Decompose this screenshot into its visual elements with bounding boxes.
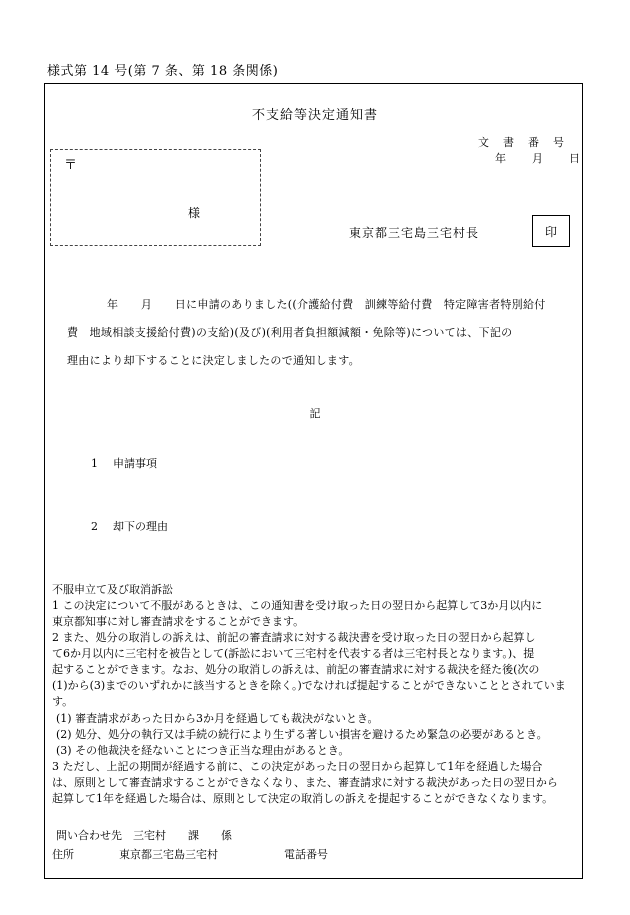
postal-mark: 〒 [64, 158, 78, 173]
appeal-heading: 不服申立て及び取消訴訟 [52, 583, 173, 596]
appeal-line: は、原則として審査請求することができなくなり、また、審査請求に対する裁決があった日の翌日から [52, 776, 558, 789]
item-label: 申請事項 [113, 457, 157, 470]
item-label: 却下の理由 [113, 520, 168, 533]
document-number-label: 文書番号 [478, 136, 578, 149]
appeal-subitem: (3) その他裁決を経ないことにつき正当な理由があるとき。 [56, 744, 350, 757]
issuer-name: 東京都三宅島三宅村長 [349, 226, 480, 240]
appeal-line: 1 この決定について不服があるときは、この通知書を受け取った日の翌日から起算して3か月以内に [52, 599, 543, 612]
appeal-line: 東京都知事に対し審査請求をすることができます。 [52, 615, 305, 628]
document-title: 不支給等決定通知書 [251, 108, 378, 123]
body-line-3: 理由により却下することに決定しましたので通知します。 [67, 354, 360, 367]
contact-address-label: 住所 [52, 848, 74, 861]
appeal-line: す。 [52, 695, 74, 708]
seal-text: 印 [544, 224, 557, 239]
body-line-2: 費 地域相談支援給付費)の支給)(及び)(利用者負担額減額・免除等)については、下記の [67, 326, 513, 339]
appeal-line: 起算して1年を経過した場合は、原則として決定の取消しの訴えを提起することができなくなります。 [52, 792, 554, 805]
appeal-line: 3 ただし、上記の期間が経過する前に、この決定があった日の翌日から起算して1年を経過した場合 [52, 760, 543, 773]
body-line-1: 年 月 日に申請のありました((介護給付費 訓練等給付費 特定障害者特別給付 [107, 298, 546, 311]
item-number: 2 [91, 520, 98, 533]
appeal-line: (1)から(3)までのいずれかに該当するときを除く。)でなければ提起することができないこととされていま [52, 679, 566, 692]
date-line [469, 150, 580, 166]
item-reason [91, 518, 168, 534]
item-number: 1 [91, 457, 98, 470]
appeal-line: 2 また、処分の取消しの訴えは、前記の審査請求に対する裁決書を受け取った日の翌日から起算し [52, 631, 536, 644]
appeal-subitem: (2) 処分、処分の執行又は手続の続行により生ずる著しい損害を避けるため緊急の必要があるとき。 [56, 728, 548, 741]
appeal-line: て6か月以内に三宅村を被告として(訴訟において三宅村を代表する者は三宅村長となります。)、提 [52, 647, 535, 660]
date-day: 日 [569, 152, 580, 165]
contact-inquiry: 問い合わせ先 三宅村 課 係 [56, 829, 232, 842]
date-year: 年 [495, 152, 506, 165]
date-month: 月 [532, 152, 543, 165]
recipient-address-box [50, 149, 261, 246]
form-number: 様式第 14 号(第 7 条、第 18 条関係) [47, 64, 279, 79]
ki-heading: 記 [309, 407, 321, 420]
seal-box [532, 215, 570, 247]
appeal-subitem: (1) 審査請求があった日から3か月を経過しても裁決がないとき。 [56, 712, 379, 725]
item-application [91, 455, 157, 471]
contact-phone-label: 電話番号 [284, 848, 328, 861]
recipient-suffix: 様 [188, 206, 201, 220]
contact-address: 東京都三宅島三宅村 [119, 848, 218, 861]
appeal-line: 起することができます。なお、処分の取消しの訴えは、前記の審査請求に対する裁決を経た後(次の [52, 663, 540, 676]
